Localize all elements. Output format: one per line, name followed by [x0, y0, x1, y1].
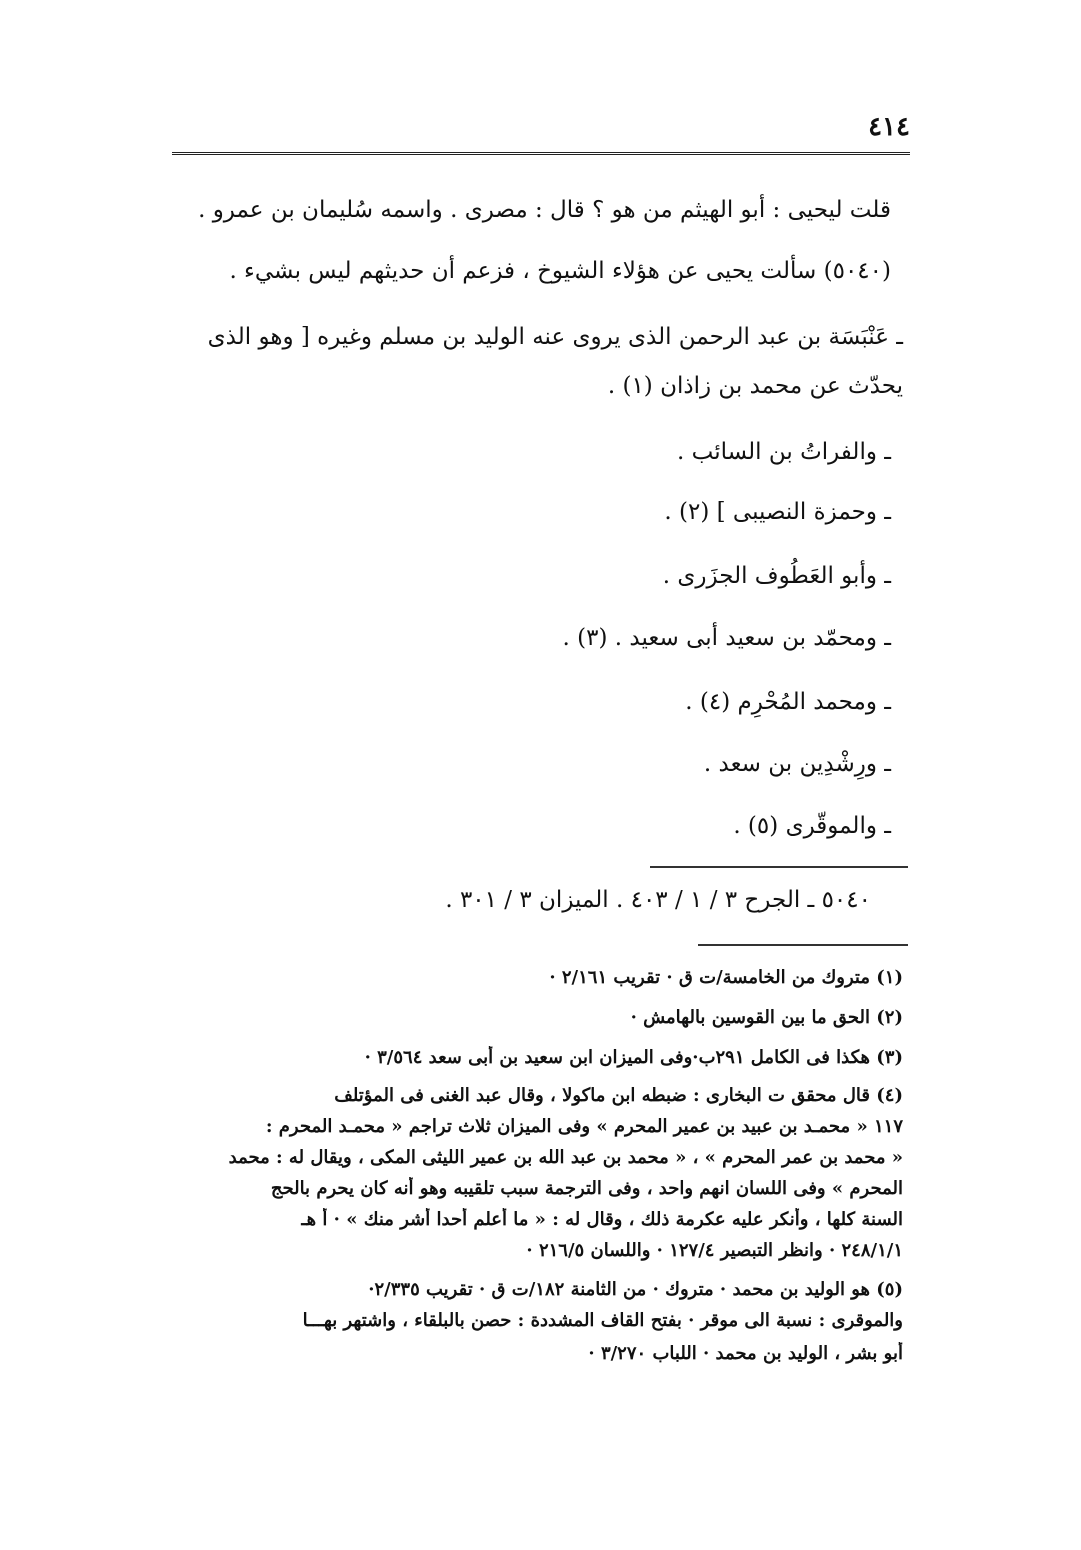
footnote-line: « محمد بن عمر المحرم » ، « محمد بن عبد الله بن عمير الليثى المكى ، ويقال له : محمد — [228, 1147, 903, 1168]
reference-separator — [650, 866, 908, 868]
body-line: ـ وحمزة النصيبى ] (٢) . — [664, 499, 891, 525]
footnote-line: (٣) هكذا فى الكامل ٢٩١ب·وفى الميزان ابن سعيد بن أبى سعد ٣/٥٦٤ · — [364, 1047, 903, 1068]
body-line: ـ والفراتُ بن السائب . — [677, 439, 891, 465]
footnote-line: (٤) قال محقق ت البخارى : ضبطه ابن ماكولا ، وقال عبد الغنى فى المؤتلف — [334, 1085, 903, 1106]
body-line: ـ ومحمد المُحْرِم (٤) . — [685, 689, 891, 715]
body-line: ـ عَنْبَسَة بن عبد الرحمن الذى يروى عنه الوليد بن مسلم وغيره [ وهو الذى — [207, 324, 903, 350]
page-number: ٤١٤ — [868, 112, 910, 142]
footnote-line: السنة كلها ، وأنكر عليه عكرمة ذلك ، وقال له : « ما أعلم أحدا أشر منك » · أ هـ — [301, 1209, 903, 1230]
footnote-line: أبو بشر ، الوليد بن محمد · اللباب ٣/٢٧٠ · — [588, 1343, 903, 1364]
footnote-line: والموقرى : نسبة الى موقر · بفتح القاف المشددة : حصن بالبلقاء ، واشتهر بهـــا — [302, 1310, 903, 1331]
footnote-line: ٢٤٨/١/١ · وانظر التبصير ١٢٧/٤ · واللسان ٢١٦/٥ · — [526, 1240, 903, 1261]
footnote-line: (٢) الحق ما بين القوسين بالهامش · — [630, 1007, 903, 1028]
footnote-line: ١١٧ « محمـد بن عبيد بن عمير المحرم » وفى الميزان ثلاث تراجم « محمـد المحرم : — [265, 1116, 903, 1137]
body-line: يحدّث عن محمد بن زاذان (١) . — [607, 373, 903, 399]
footnote-line: المحرم » وفى اللسان انهم واحد ، وفى الترجمة سبب تلقيبه وهو أنه كان يحرم بالحج — [270, 1178, 903, 1199]
body-line: ـ ورِشْدِين بن سعد . — [703, 751, 891, 777]
body-line: ـ والموقّرى (٥) . — [733, 813, 891, 839]
body-line: (٥٠٤٠) سألت يحيى عن هؤلاء الشيوخ ، فزعم أن حديثهم ليس بشيء . — [229, 258, 891, 284]
body-line: قلت ليحيى : أبو الهيثم من هو ؟ قال : مصرى . واسمه سُليمان بن عمرو . — [198, 197, 891, 223]
footnote-line: (١) متروك من الخامسة/ت ق · تقريب ٢/١٦١ · — [549, 967, 903, 988]
body-line: ـ ومحمّد بن سعيد أبى سعيد . (٣) . — [562, 625, 891, 651]
footnote-separator — [698, 944, 908, 946]
reference-line: ٥٠٤٠ ـ الجرح ٣ / ١ / ٤٠٣ . الميزان ٣ / ٣٠١ . — [445, 887, 871, 913]
footnote-line: (٥) هو الوليد بن محمد · متروك · من الثامنة ١٨٢/ت ق · تقريب ٢/٣٣٥· — [368, 1279, 903, 1300]
header-rule — [172, 152, 910, 155]
body-line: ـ وأبو العَطُوف الجزَرى . — [662, 563, 891, 589]
